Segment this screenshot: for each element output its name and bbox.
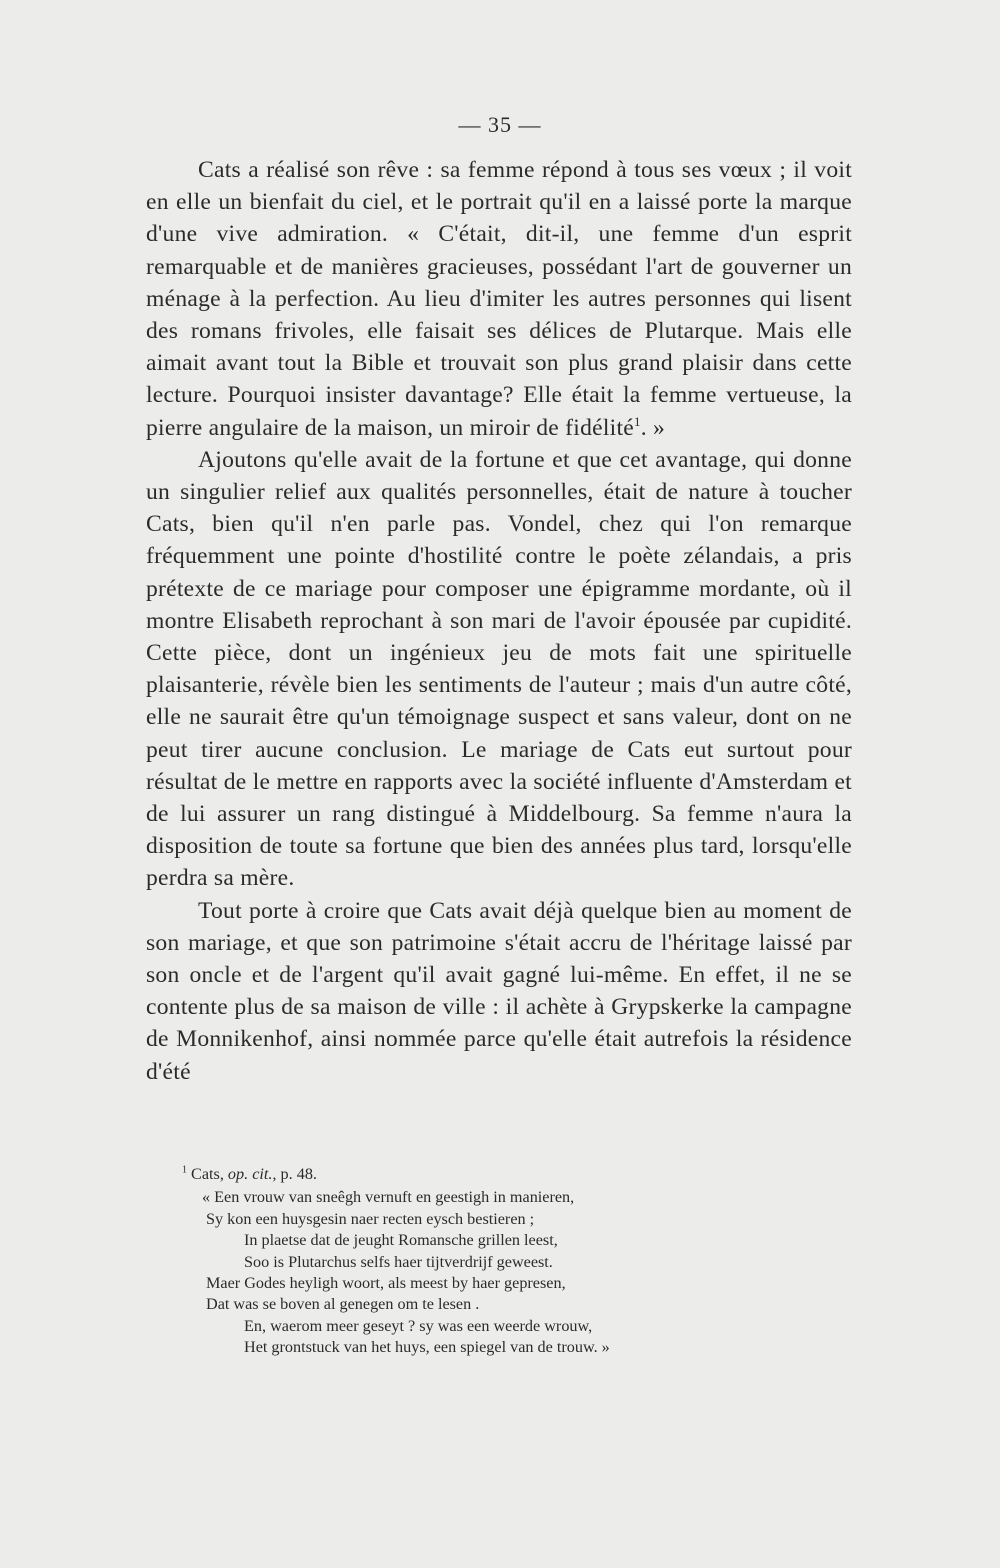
paragraph-text: Cats a réalisé son rêve : sa femme répond à tous ses vœux ; il voit en elle un bienfait du ciel, et le portrait qu'il en a laissé porte la marque d'une vive admiration. « C'était, dit-il, une femme d'un esprit remarquable et de manières gracieuses, possédant l'art de gouverner un ménage à la perfection. Au lieu d'imiter les autres personnes qui lisent des romans frivoles, elle faisait ses délices de Plutarque. Mais elle aimait avant tout la Bible et trouvait son plus grand plaisir dans cette lecture. Pourquoi insister davantage? Elle était la femme vertueuse, la pierre angulaire de la maison, un miroir de fidélité <box>146 157 852 441</box>
footnote-citation <box>182 1164 822 1185</box>
verse-line: « Een vrouw van sneêgh vernuft en geestigh in manieren, <box>202 1188 575 1207</box>
verse-line: Dat was se boven al genegen om te lesen . <box>206 1295 480 1314</box>
footnote-reference: 1 <box>633 413 641 429</box>
footnote-marker: 1 <box>182 1164 187 1176</box>
verse-line: Sy kon een huysgesin naer recten eysch bestieren ; <box>206 1209 535 1228</box>
footnote-page: p. 48. <box>280 1165 317 1183</box>
footnote-work: op. cit., <box>227 1165 277 1183</box>
paragraph <box>146 444 852 895</box>
paragraph <box>146 895 852 1088</box>
footnote-block <box>182 1164 822 1359</box>
verse-line: Het grontstuck van het huys, een spiegel van de trouw. » <box>244 1338 610 1357</box>
verse-line: Soo is Plutarchus selfs haer tijtverdrijf geweest. <box>244 1252 553 1271</box>
verse-line: En, waerom meer geseyt ? sy was een weerde wrouw, <box>244 1316 593 1335</box>
paragraph <box>146 154 852 444</box>
main-text <box>146 154 852 1088</box>
verse-line: Maer Godes heyligh woort, als meest by haer gepresen, <box>206 1274 566 1293</box>
paragraph-text: Ajoutons qu'elle avait de la fortune et que cet avantage, qui donne un singulier relief aux qualités personnelles, était de nature à toucher Cats, bien qu'il n'en parle pas. Vondel, chez qui l'on remarque fréquemment une pointe d'hostilité contre le poète zélandais, a pris prétexte de ce mariage pour composer une épigramme mordante, où il montre Elisabeth reprochant à son mari de l'avoir épousée par cupidité. Cette pièce, dont un ingénieux jeu de mots fait une spirituelle plaisanterie, révèle bien les sentiments de l'auteur ; mais d'un autre côté, elle ne saurait être qu'un témoignage suspect et sans valeur, dont on ne peut tirer aucune conclusion. Le mariage de Cats eut surtout pour résultat de le mettre en rapports avec la société influente d'Amsterdam et de lui assurer un rang distingué à Middelbourg. Sa femme n'aura la disposition de toute sa fortune que bien des années plus tard, lorsqu'elle perdra sa mère. <box>146 446 852 892</box>
verse-line: In plaetse dat de jeught Romansche grillen leest, <box>244 1231 558 1250</box>
paragraph-text: Tout porte à croire que Cats avait déjà quelque bien au moment de son mariage, et que son patrimoine s'était accru de l'héritage laissé par son oncle et de l'argent qu'il avait gagné lui-même. En effet, il ne se contente plus de sa maison de ville : il achète à Grypskerke la campagne de Monnikenhof, ainsi nommée parce qu'elle était autrefois la résidence d'été <box>146 897 852 1085</box>
footnote-source: Cats, <box>191 1165 224 1183</box>
page-number: — 35 — <box>458 112 542 137</box>
paragraph-text-tail: . » <box>640 414 666 441</box>
